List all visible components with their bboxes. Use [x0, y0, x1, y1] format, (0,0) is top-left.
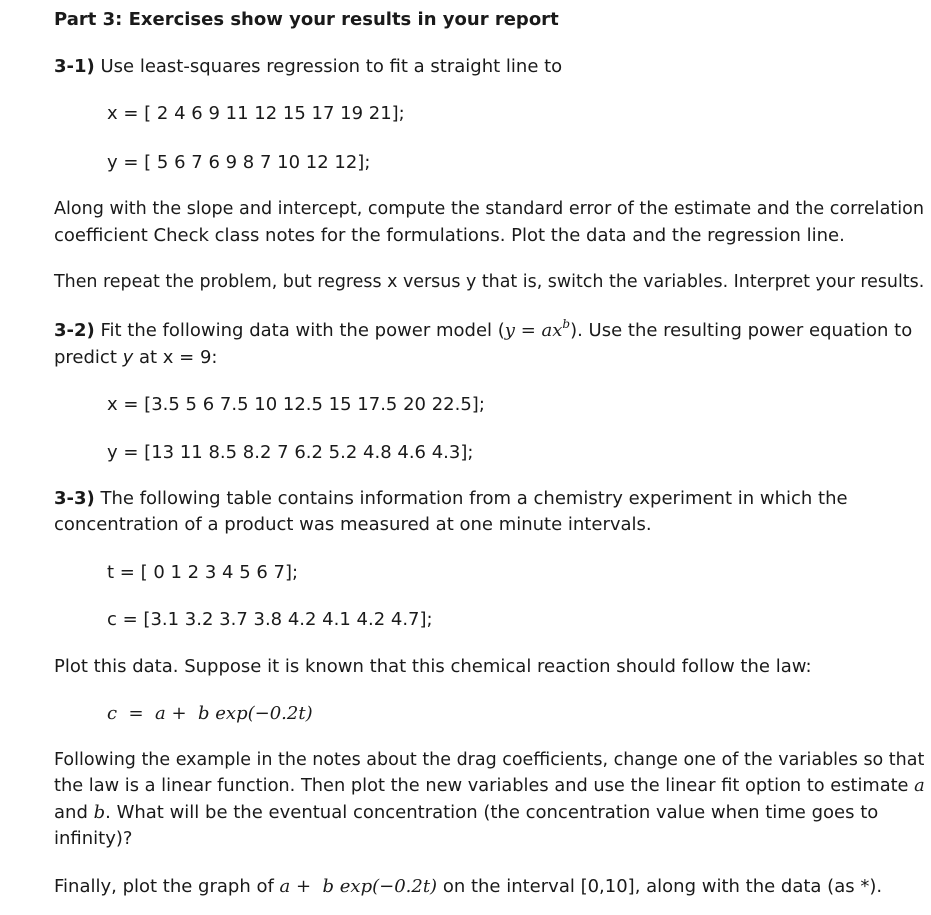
power-model-rhs: ax: [541, 320, 563, 341]
paragraph-line: Following the example in the notes about the drag coefficients, change one of the variables so that: [54, 750, 925, 770]
text-segment: predict: [54, 347, 123, 368]
exercise-label: 3-1): [54, 56, 95, 77]
y-data-line: y = [ 5 6 7 6 9 8 7 10 12 12];: [107, 152, 371, 173]
t-data-line: t = [ 0 1 2 3 4 5 6 7];: [107, 562, 299, 583]
exercise-prompt-text: ). Use the resulting power equation to: [570, 320, 913, 341]
paragraph-line: concentration of a product was measured at one minute intervals.: [54, 514, 652, 535]
text-segment: at x = 9:: [133, 347, 218, 368]
variable-a: a: [914, 776, 925, 796]
exercise-label: 3-2): [54, 320, 95, 341]
paragraph-line: coefficient Check class notes for the formulations. Plot the data and the regression line.: [54, 225, 845, 246]
final-instruction: [54, 876, 882, 897]
exercise-label: 3-3): [54, 488, 95, 509]
x-data-line: x = [ 2 4 6 9 11 12 15 17 19 21];: [107, 103, 405, 124]
paragraph-line: infinity)?: [54, 828, 133, 849]
reaction-law-equation: c = a + b exp(−0.2t): [107, 703, 313, 724]
variable-b: b: [93, 802, 106, 823]
x-data-line: x = [3.5 5 6 7.5 10 12.5 15 17.5 20 22.5];: [107, 394, 485, 415]
text-segment: Finally, plot the graph of: [54, 876, 280, 897]
paragraph-line: [54, 776, 925, 796]
power-model-equals: =: [514, 320, 542, 341]
variable-y: y: [122, 347, 134, 368]
part-title: Part 3: Exercises show your results in your report: [54, 9, 559, 30]
exercise-prompt-text: Fit the following data with the power model (: [94, 320, 505, 341]
exercise-3-1-prompt: [54, 56, 562, 77]
exercise-3-3-prompt: [54, 488, 848, 509]
power-model-exponent: b: [562, 317, 571, 331]
paragraph-line: Along with the slope and intercept, compute the standard error of the estimate and the correlation: [54, 199, 924, 219]
text-segment: and: [54, 802, 94, 823]
exercise-prompt-text: Use least-squares regression to fit a straight line to: [94, 56, 563, 77]
final-math-expression: a + b exp(−0.2t): [279, 876, 438, 897]
c-data-line: c = [3.1 3.2 3.7 3.8 4.2 4.1 4.2 4.7];: [107, 609, 433, 630]
text-segment: . What will be the eventual concentration (the concentration value when time goes to: [105, 802, 879, 823]
exercise-3-2-prompt-line2: [54, 347, 218, 368]
y-data-line: y = [13 11 8.5 8.2 7 6.2 5.2 4.8 4.6 4.3];: [107, 442, 474, 463]
paragraph-line: Then repeat the problem, but regress x versus y that is, switch the variables. Interpret your results.: [54, 272, 925, 292]
text-segment: the law is a linear function. Then plot the new variables and use the linear fit option to estimate: [54, 776, 915, 796]
text-segment: on the interval [0,10], along with the data (as *).: [437, 876, 883, 897]
paragraph-line: Plot this data. Suppose it is known that this chemical reaction should follow the law:: [54, 656, 812, 677]
paragraph-line: [54, 802, 878, 823]
power-model-lhs: y: [504, 320, 515, 341]
exercise-prompt-text: The following table contains information from a chemistry experiment in which the: [94, 488, 848, 509]
exercise-3-2-prompt: [54, 317, 913, 341]
